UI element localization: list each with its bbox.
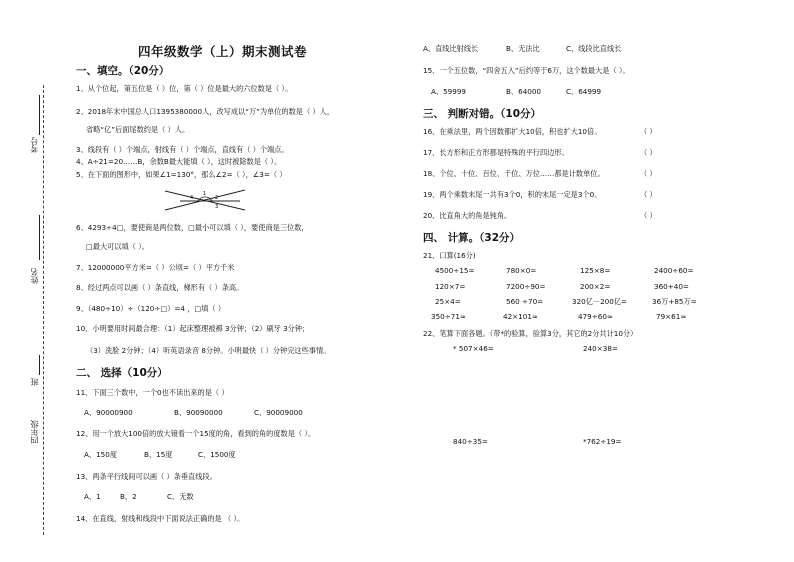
answer-17: （ ） (640, 148, 657, 157)
question-6-line-2: □最大可以填（ ）。 (86, 242, 149, 251)
question-11: 11、下面三个数中，一个0也不读出来的是（ ） (76, 388, 229, 397)
oral-r2-c3: 200×2= (580, 282, 611, 291)
angle-label-3: 3 (215, 204, 219, 210)
written-1: * 507×46= (453, 344, 494, 353)
question-2-line-1: 2、2018年末中国总人口1395380000人，改写成以“万”为单位的数是（ ）人， (76, 107, 335, 116)
oral-r1-c1: 4500÷15= (435, 266, 475, 275)
question-7: 7、12000000平方米=（ ）公顷=（ ）平方千米 (76, 263, 235, 272)
question-3: 3、线段有（ ）个端点，射线有（ ）个端点，直线有（ ）个端点。 (76, 145, 289, 154)
oral-r3-c4: 36万+85万= (652, 297, 697, 306)
question-18: 18、个位、十位、百位、千位、万位……都是计数单位。 (423, 169, 605, 178)
q11-option-a: A、90000900 (84, 408, 133, 417)
section-1-heading: 一、填空。（20分） (76, 65, 170, 77)
oral-r4-c4: 79×61≈ (656, 312, 687, 321)
grade-label: 四年级 (30, 420, 39, 444)
class-label: 班 (30, 378, 39, 386)
angle-label-1: 1 (203, 191, 207, 197)
oral-r4-c3: 479÷60≈ (578, 312, 613, 321)
written-4: *762÷19= (583, 437, 622, 446)
angle-label-4: 4 (190, 195, 194, 201)
question-16: 16、在乘法里，两个因数都扩大10倍，积也扩大10倍。 (423, 127, 602, 136)
question-14: 14、在直线、射线和线段中下面说法正确的是 （ ）。 (76, 514, 245, 523)
question-17: 17、长方形和正方形都是特殊的平行四边形。 (423, 148, 569, 157)
question-10-line-2: （3）洗脸 2分钟；（4）听英语录音 8分钟。小明最快（ ）分钟完这些事情。 (86, 346, 331, 355)
written-2: 240×38= (583, 344, 618, 353)
question-19: 19、两个乘数末尾一共有3个0，积的末尾一定是3个0。 (423, 190, 602, 199)
answer-19: （ ） (640, 190, 657, 199)
angle-label-2: 2 (215, 195, 219, 201)
exam-no-line (39, 95, 40, 135)
q11-option-c: C、90009000 (254, 408, 303, 417)
oral-r1-c4: 2400÷60= (654, 266, 694, 275)
q14-option-b: B、无法比 (506, 44, 540, 53)
q14-option-c: C、线段比直线长 (566, 44, 622, 53)
q12-option-a: A、150度 (84, 450, 118, 459)
written-3: 840÷35= (453, 437, 488, 446)
oral-r3-c2: 560 ÷70= (506, 297, 544, 306)
q15-option-c: C、64999 (566, 87, 602, 96)
page-title: 四年级数学（上）期末测试卷 (138, 44, 308, 59)
question-1: 1、从个位起，第五位是（ ）位，第（ ）位是最大的六位数是（ ）。 (76, 84, 293, 93)
oral-r2-c4: 360+40= (654, 282, 689, 291)
q14-option-a: A、直线比射线长 (423, 44, 479, 53)
section-3-heading: 三、 判断对错。（10分） (423, 108, 542, 120)
question-13: 13、两条平行线间可以画（ ）条垂直线段。 (76, 472, 217, 481)
oral-r2-c1: 120×7= (435, 282, 466, 291)
oral-r4-c1: 350÷71≈ (431, 312, 466, 321)
q13-option-c: C、无数 (167, 492, 194, 501)
q13-option-b: B、2 (120, 492, 137, 501)
binding-line (43, 85, 44, 535)
section-4-heading: 四、 计算。（32分） (423, 232, 521, 244)
question-6-line-1: 6、4293÷4□，要使商是两位数，□最小可以填（ ），要使商是三位数， (76, 223, 309, 232)
name-label: 姓名 (30, 268, 39, 284)
question-12: 12、用一个放大100倍的放大镜看一个15度的角，看到的角的度数是（ ）。 (76, 429, 316, 438)
question-10-line-1: 10、小明要用时间最合理：（1）起床整理被褥 3分钟；（2）刷牙 3分钟； (76, 324, 310, 333)
answer-20: （ ） (640, 211, 657, 220)
section-2-heading: 二、 选择（10分） (76, 367, 168, 379)
question-4: 4、A÷21=20……B，余数B最大能填（ ），这时被除数是（ ）。 (76, 157, 282, 166)
oral-r1-c3: 125×8= (580, 266, 611, 275)
oral-r3-c3: 320亿－200亿= (572, 297, 628, 306)
q12-option-b: B、15度 (144, 450, 173, 459)
oral-r4-c2: 42×101≈ (503, 312, 538, 321)
angle-figure (160, 188, 250, 216)
answer-16: （ ） (640, 127, 657, 136)
q13-option-a: A、1 (84, 492, 101, 501)
q11-option-b: B、90090000 (174, 408, 223, 417)
oral-r1-c2: 780×0= (506, 266, 537, 275)
oral-r3-c1: 25×4= (435, 297, 461, 306)
question-2-line-2: 省略“亿”后面尾数约是（ ）人。 (86, 125, 190, 134)
q15-option-b: B、64000 (506, 87, 541, 96)
question-15: 15、一个五位数，“四舍五入”后约等于6万，这个数最大是（ ）。 (423, 66, 630, 75)
question-22: 22、笔算下面各题。（带*的验算，验算3分，其它的2分共计10分） (423, 329, 638, 338)
oral-r2-c2: 7200÷90= (506, 282, 546, 291)
q12-option-c: C、1500度 (198, 450, 236, 459)
question-21: 21、口算(16分) (423, 251, 476, 260)
class-line (39, 355, 40, 375)
question-9: 9、（480÷10）÷（120÷□）=4 ，□填（ ） (76, 304, 226, 313)
exam-no-label: 考号 (30, 137, 39, 153)
question-20: 20、比直角大的角是钝角。 (423, 211, 512, 220)
answer-18: （ ） (640, 169, 657, 178)
question-8: 8、经过两点可以画（ ）条直线，梯形有（ ）条高。 (76, 283, 244, 292)
name-line (39, 215, 40, 260)
q15-option-a: A、59999 (431, 87, 466, 96)
question-5: 5、在下面的图形中，如果∠1=130°，那么∠2=（ ），∠3=（ ） (76, 170, 287, 179)
